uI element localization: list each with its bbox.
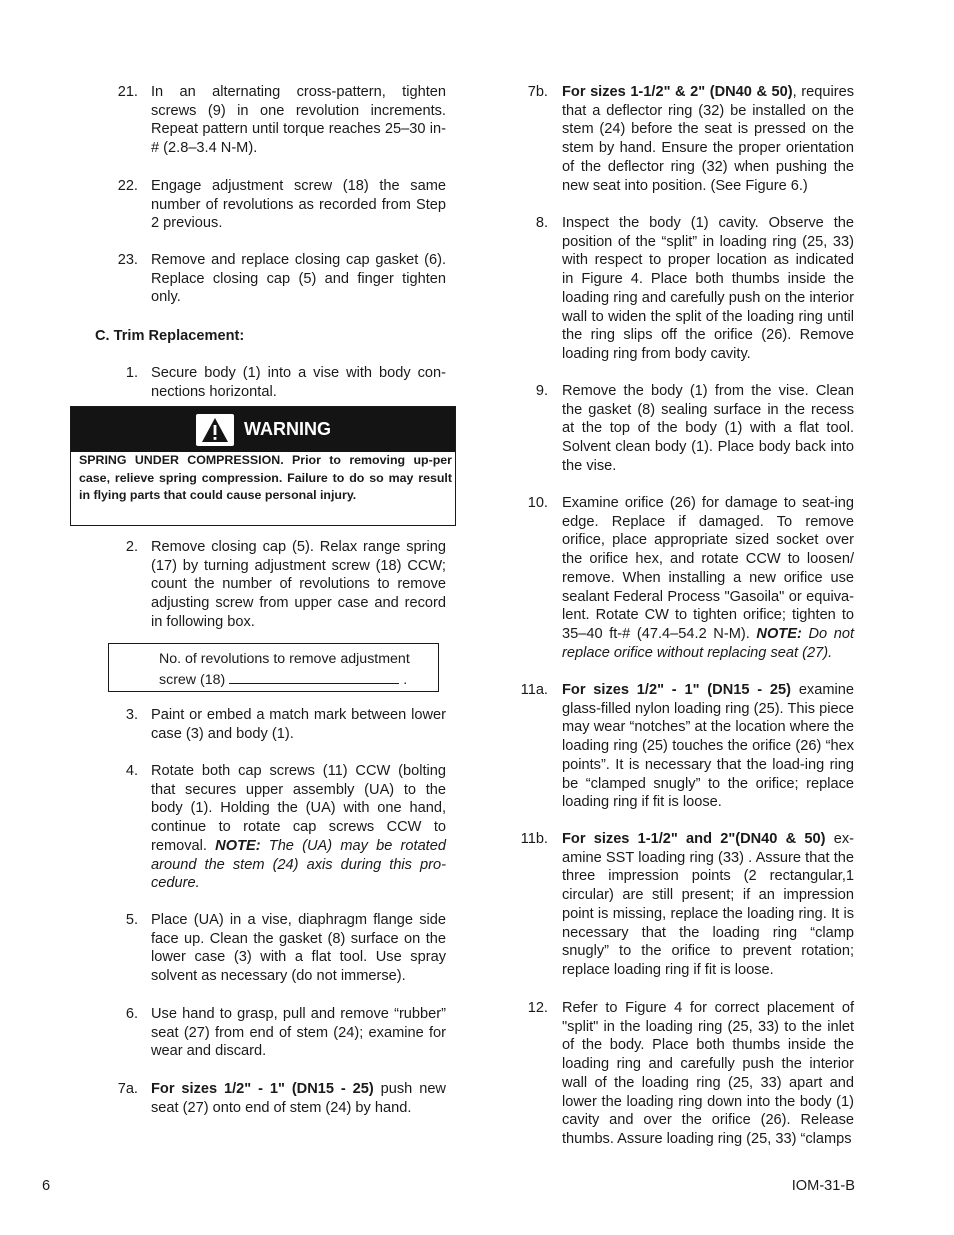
- step-text: Use hand to grasp, pull and remove “rubber” seat (27) from end of stem (24); examine for wear and discard.: [151, 1006, 446, 1060]
- page-number: 6: [42, 1178, 51, 1194]
- record-line-2: screw (18): [159, 672, 226, 688]
- step-text: [151, 1080, 446, 1117]
- step-text: [562, 830, 854, 980]
- step-number: 5.: [125, 912, 138, 928]
- step-text: Engage adjustment screw (18) the same number of revolutions as recorded from Step 2 previous.: [151, 178, 446, 232]
- step-number: 22.: [117, 178, 138, 194]
- step-number: 11a.: [520, 682, 548, 698]
- step-body: , requires that a deflector ring (32) be installed on the stem (24) before the seat is pressed on the stem by hand. Ensure the proper orientation of the deflector ring (32) when pushing the new seat into position. (See Figure 6.): [562, 84, 854, 194]
- step-number: 3.: [125, 707, 138, 723]
- note-label: NOTE:: [756, 625, 802, 642]
- step-number: 12.: [527, 1000, 548, 1016]
- warning-header: [71, 407, 455, 452]
- step-text: Remove the body (1) from the vise. Clean the gasket (8) sealing surface in the recess at the top of the body (1) with a flat tool. Solvent clean body (1). Place body back into the vise.: [562, 383, 854, 474]
- step-number: 21.: [117, 84, 138, 100]
- record-end: .: [403, 672, 408, 688]
- record-line-1: No. of revolutions to remove adjustment: [159, 651, 410, 667]
- step-number: 4.: [125, 763, 138, 779]
- step-text: Inspect the body (1) cavity. Observe the position of the “split” in loading ring (25, 33) with respect to proper location as indicated in Figure 4. Place both thumbs inside the loading ring and carefully push on the interior wall to widen the split of the loading ring until the ring slips off the orifice (26). Remove loading ring from body cavity.: [562, 215, 854, 362]
- step-body: examine glass-filled nylon loading ring (25). This piece may wear “notches” at the location where the loading ring (25) touches the orifice (26) “hex points”. It is necessary that the load-ing ring be “clamped snugly” to the orifice; replace loading ring if fit is loose.: [562, 682, 854, 811]
- step-text: Secure body (1) into a vise with body con-nections horizontal.: [151, 365, 446, 400]
- step-text: Remove and replace closing cap gasket (6). Replace closing cap (5) and finger tighten only.: [151, 252, 446, 306]
- step-number: 1.: [125, 365, 138, 381]
- size-label: For sizes 1-1/2" & 2" (DN40 & 50): [562, 84, 793, 100]
- step-number: 23.: [117, 252, 138, 268]
- record-box: [108, 643, 439, 692]
- document-id: IOM-31-B: [791, 1178, 855, 1194]
- step-number: 9.: [535, 383, 548, 399]
- step-text: In an alternating cross-pattern, tighten screws (9) in one revolution increments. Repeat pattern until torque reaches 25–30 in-# (2.8–3.4 N-M).: [151, 84, 446, 157]
- size-label: For sizes 1/2" - 1" (DN15 - 25): [151, 1081, 374, 1097]
- step-text: Refer to Figure 4 for correct placement of "split" in the loading ring (25, 33) to the inlet of the body. Place both thumbs inside the loading ring and carefully push the interior wall of the loading ring (25, 33) apart and lower the loading ring down into the body (1) cavity and over the orifice (26). Release thumbs. Assure loading ring (25, 33) “clamps: [562, 1000, 854, 1147]
- record-blank-line: [229, 669, 399, 684]
- warning-triangle-icon: [196, 414, 234, 446]
- step-text: [562, 681, 854, 812]
- record-text: [159, 650, 421, 690]
- step-body: Examine orifice (26) for damage to seat-ing edge. Replace if damaged. To remove orifice, place appropriate sized socket over the orifice hex, and rotate CCW to loosen/ remove. When installing a new orifice use sealant Federal Process "Gasoila" or equiva-lent. Rotate CW to tighten orifice; tighten to 35–40 ft-# (47.4–54.2 N-M).: [562, 495, 854, 642]
- step-number: 11b.: [520, 831, 548, 847]
- step-number: 7b.: [527, 84, 548, 100]
- step-text: Paint or embed a match mark between lower case (3) and body (1).: [151, 707, 446, 742]
- size-label: For sizes 1/2" - 1" (DN15 - 25): [562, 682, 792, 698]
- step-number: 7a.: [117, 1081, 138, 1097]
- warning-text: SPRING UNDER COMPRESSION. Prior to removing up-per case, relieve spring compression. Failure to do so may result in flying parts that could cause personal injury.: [79, 453, 452, 502]
- step-text: [562, 83, 854, 195]
- note-text: The (UA) may be rotated around the stem (24) axis during this pro-cedure.: [151, 837, 446, 892]
- step-number: 2.: [125, 539, 138, 555]
- step-body: push new seat (27) onto end of stem (24) by hand.: [151, 1081, 446, 1116]
- step-number: 10.: [527, 495, 548, 511]
- step-text: [562, 494, 854, 662]
- note-text: Do not replace orifice without replacing seat (27).: [562, 625, 854, 661]
- note-label: NOTE:: [215, 837, 261, 854]
- warning-box: [70, 406, 456, 526]
- step-text: [151, 762, 446, 893]
- size-label: For sizes 1-1/2" and 2"(DN40 & 50): [562, 831, 826, 847]
- step-text: Place (UA) in a vise, diaphragm flange side face up. Clean the gasket (8) surface on the lower case (3) with a flat tool. Use spray solvent as necessary (do not immerse).: [151, 912, 446, 985]
- section-heading: C. Trim Replacement:: [95, 328, 245, 344]
- warning-title: WARNING: [244, 419, 331, 439]
- step-number: 6.: [125, 1006, 138, 1022]
- step-number: 8.: [535, 215, 548, 231]
- step-text: Remove closing cap (5). Relax range spring (17) by turning adjustment screw (18) CCW; count the number of revolutions to remove adjusting screw from upper case and record in following box.: [151, 539, 446, 630]
- step-body: ex-amine SST loading ring (33) . Assure that the three impression points (2 rectangular,1 circular) are still present; if an impression point is missing, replace the loading ring. It is necessary that the loading ring “clamp snugly” to the orifice to prevent rotation; replace loading ring if fit is loose.: [562, 831, 854, 978]
- step-body: Rotate both cap screws (11) CCW (bolting that secures upper assembly (UA) to the body (1). Holding the (UA) with one hand, continue to rotate cap screws CCW to removal.: [151, 763, 446, 854]
